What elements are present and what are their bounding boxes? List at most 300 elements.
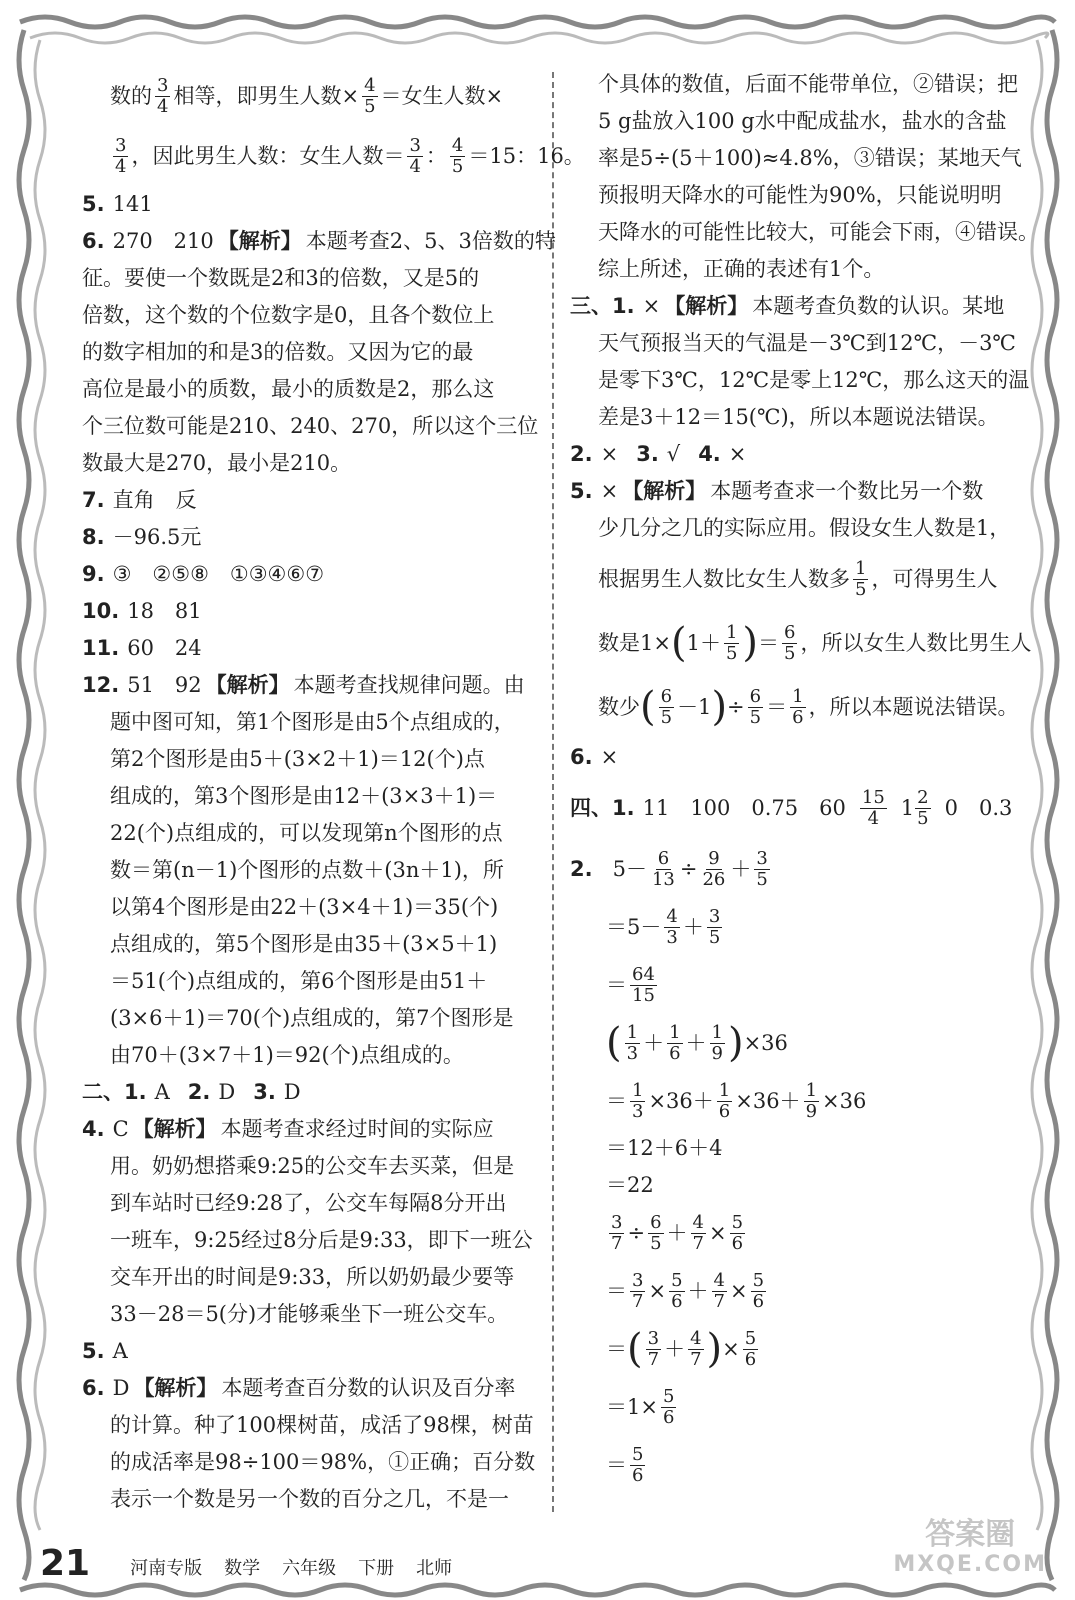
explanation-line (570, 547, 1040, 611)
text: ＝ (606, 1452, 627, 1477)
answer-text: 0 0.3 (944, 795, 1013, 820)
text: ＝ (766, 694, 788, 719)
paren: ) (711, 684, 728, 730)
analysis-tag: 【解析】 (217, 229, 302, 253)
numerator: 4 (692, 1211, 704, 1233)
denominator: 13 (651, 868, 675, 890)
text: 数少 (598, 694, 640, 719)
denominator: 26 (702, 868, 726, 890)
section-4-answer-1 (570, 776, 1040, 840)
denominator: 3 (666, 926, 678, 948)
explanation-line: 表示一个数是另一个数的百分之几，不是一 (110, 1487, 509, 1511)
footer-edition: 北师 (416, 1558, 453, 1579)
answer-text: D (112, 1376, 130, 1400)
numerator: 1 (805, 1079, 818, 1101)
explanation-line: 少几分之几的实际应用。假设女生人数是1， (598, 516, 1011, 540)
border-right (1047, 30, 1057, 1580)
fraction (625, 1023, 640, 1064)
paren: ) (742, 620, 759, 666)
question-number: 4. (82, 1117, 105, 1141)
question-number: 11. (82, 636, 120, 660)
numerator: 64 (632, 963, 655, 985)
denominator: 6 (792, 706, 804, 728)
fraction (648, 1213, 663, 1254)
denominator: 5 (855, 578, 867, 600)
calc-line-7: ＝22 (606, 1173, 654, 1197)
answer-text: × (642, 294, 661, 318)
denominator: 4 (115, 155, 127, 177)
explanation-line: 数＝第(n－1)个图形的点数＋(3n＋1)，所 (110, 858, 504, 882)
explanation-line: 本题考查百分数的认识及百分率 (221, 1376, 516, 1400)
denominator: 5 (756, 868, 768, 890)
explanation-line: 天降水的可能性比较大，可能会下雨，④错误。 (598, 220, 1039, 244)
numerator: 6 (650, 1211, 662, 1233)
page-footer (40, 1540, 474, 1584)
answer-text: A (154, 1080, 170, 1104)
numerator: 3 (157, 74, 169, 96)
footer-volume: 下册 (358, 1558, 395, 1579)
fraction (688, 1329, 703, 1370)
numerator: 5 (662, 1385, 675, 1407)
text: ＝15：16。 (468, 143, 585, 168)
fraction (707, 907, 722, 948)
fraction (748, 687, 763, 728)
numerator: 3 (647, 1327, 660, 1349)
question-number: 12. (82, 673, 120, 697)
question-number: 6. (570, 745, 593, 769)
fraction (407, 136, 422, 177)
analysis-tag: 【解析】 (133, 1376, 218, 1400)
numerator: 5 (752, 1269, 765, 1291)
fraction (630, 1445, 645, 1486)
numerator: 6 (660, 685, 673, 707)
numerator: 4 (666, 905, 678, 927)
watermark-line-2: MXQE.COM (893, 1552, 1047, 1577)
explanation-line: 一班车，9:25经过8分后是9:33，即下一班公 (110, 1228, 533, 1252)
fraction (724, 623, 739, 664)
text: ＝ (606, 972, 627, 997)
explanation-line: 数最大是270，最小是210。 (82, 451, 352, 475)
denominator: 5 (364, 95, 376, 117)
answer-text: 60 24 (127, 636, 202, 660)
text: ，所以女生人数比男生人 (800, 630, 1032, 655)
fraction (362, 76, 377, 117)
operator: ＋ (643, 1030, 665, 1055)
border-top-inner (30, 33, 1048, 43)
fraction (661, 1387, 676, 1428)
explanation-line: 预报明天降水的可能性为90%，只能说明明 (598, 183, 1002, 207)
answer-text: A (112, 1339, 128, 1363)
calc-line-8 (570, 1204, 1040, 1262)
fraction (782, 623, 797, 664)
question-number: 4. (698, 442, 721, 466)
fraction (691, 1213, 706, 1254)
explanation-line: 本题考查找规律问题。由 (293, 673, 525, 697)
answer-text: 18 81 (127, 599, 202, 623)
text: ＝ (758, 630, 780, 655)
explanation-line: 以第4个图形是由22＋(3×4＋1)＝35(个) (110, 895, 499, 919)
explanation-line (570, 675, 1040, 739)
explanation-line: 用。奶奶想搭乘9:25的公交车去买菜，但是 (110, 1154, 515, 1178)
fraction (730, 1213, 745, 1254)
fraction (717, 1081, 732, 1122)
section-2-answers (82, 1074, 537, 1111)
border-left (19, 30, 29, 1580)
text: 1＋ (686, 630, 721, 655)
numerator: 1 (711, 1021, 723, 1043)
text: 相等，即男生人数× (173, 83, 360, 108)
border-left-inner (35, 40, 45, 1530)
numerator: 2 (917, 786, 929, 808)
fraction (664, 907, 679, 948)
explanation-line: 33－28＝5(分)才能够乘坐下一班公交车。 (110, 1302, 509, 1326)
denominator: 6 (744, 1348, 757, 1370)
numerator: 6 (784, 621, 796, 643)
numerator: 5 (671, 1269, 683, 1291)
denominator: 7 (647, 1348, 660, 1370)
numerator: 1 (669, 1021, 681, 1043)
explanation-line: 个三位数可能是210、240、270，所以这个三位 (82, 414, 539, 438)
operator: ＋ (730, 856, 752, 881)
answer-text: × (600, 442, 619, 466)
section-3-answer-1 (570, 288, 1040, 325)
explanation-line: 征。要使一个数既是2和3的倍数，又是5的 (82, 266, 480, 290)
numerator: 1 (792, 685, 804, 707)
question-number: 二、1. (82, 1080, 147, 1104)
explanation-line: ＝51(个)点组成的，第6个图形是由51＋ (110, 969, 488, 993)
explanation-line: 5 g盐放入100 g水中配成盐水，盐水的含盐 (598, 109, 1007, 133)
explanation-line: 倍数，这个数的个位数字是0，且各个数位上 (82, 303, 495, 327)
answer-7 (82, 482, 537, 519)
answer-text: ③ ②⑤⑧ ①③④⑥⑦ (112, 562, 325, 586)
answer-10 (82, 593, 537, 630)
calc-line-10 (570, 1320, 1040, 1378)
numerator: 15 (861, 786, 885, 808)
fraction (743, 1329, 758, 1370)
numerator: 4 (364, 74, 376, 96)
denominator: 6 (662, 1406, 675, 1428)
fraction (450, 136, 465, 177)
denominator: 4 (157, 95, 169, 117)
text: ＝ (606, 1278, 627, 1303)
footer-grade: 六年级 (282, 1558, 337, 1579)
denominator: 6 (671, 1290, 683, 1312)
denominator: 5 (749, 706, 762, 728)
text: 数是1× (598, 630, 671, 655)
explanation-line: 到车站时已经9:28了，公交车每隔8分开出 (110, 1191, 507, 1215)
section-3-answer-6 (570, 739, 1040, 776)
numerator: 1 (626, 1021, 639, 1043)
operator: ＋ (682, 914, 704, 939)
fraction (630, 965, 657, 1006)
question-number: 三、1. (570, 294, 635, 318)
text: 数的 (110, 83, 152, 108)
denominator: 5 (725, 642, 738, 664)
denominator: 3 (632, 1100, 644, 1122)
calc-line-2 (570, 898, 1040, 956)
answer-11 (82, 630, 537, 667)
denominator: 9 (711, 1042, 723, 1064)
explanation-line: 由70＋(3×7＋1)＝92(个)点组成的。 (110, 1043, 464, 1067)
answer-text: D (283, 1080, 301, 1104)
numerator: 5 (731, 1211, 744, 1233)
calc-line-1 (570, 840, 1040, 898)
explanation-line: 综上所述，正确的表述有1个。 (598, 257, 885, 281)
denominator: 5 (451, 155, 464, 177)
operator: × (648, 1278, 667, 1303)
text: ＝女生人数× (380, 83, 504, 108)
question-number: 7. (82, 488, 105, 512)
calc-line-12 (570, 1436, 1040, 1494)
fraction (155, 76, 170, 117)
question-number: 四、1. (570, 795, 635, 820)
fraction (754, 849, 769, 890)
fraction (790, 687, 805, 728)
text: ×36＋ (648, 1088, 714, 1113)
text: ＝5－ (606, 914, 662, 939)
answer-12 (82, 667, 537, 704)
explanation-line (570, 611, 1040, 675)
fraction (860, 788, 887, 829)
answer-text: 11 100 0.75 60 (642, 795, 846, 820)
calc-line-9 (570, 1262, 1040, 1320)
answer-text: C (112, 1117, 129, 1141)
numerator: 3 (632, 1269, 644, 1291)
question-number: 3. (253, 1080, 276, 1104)
footer-region: 河南专版 (130, 1558, 203, 1579)
explanation-line: 交车开出的时间是9:33，所以奶奶最少要等 (110, 1265, 515, 1289)
fraction (751, 1271, 766, 1312)
text: ，因此男生人数：女生人数＝ (131, 143, 405, 168)
fraction (630, 1081, 645, 1122)
answer-text: －96.5元 (112, 525, 202, 549)
answer-9 (82, 556, 537, 593)
numerator: 4 (690, 1327, 702, 1349)
border-top (20, 17, 1055, 27)
question-number: 2. (570, 442, 593, 466)
denominator: 3 (626, 1042, 639, 1064)
denominator: 5 (708, 926, 721, 948)
text: ，可得男生人 (871, 566, 998, 591)
explanation-line: 22(个)点组成的，可以发现第n个图形的点 (110, 821, 503, 845)
operator: ÷ (679, 856, 698, 881)
denominator: 7 (713, 1290, 725, 1312)
answer-text: × (600, 745, 619, 769)
question-number: 3. (636, 442, 659, 466)
numerator: 3 (756, 847, 768, 869)
fraction (710, 1023, 725, 1064)
denominator: 6 (669, 1042, 681, 1064)
explanation-line: 的成活率是98÷100＝98%，①正确；百分数 (110, 1450, 536, 1474)
numerator: 1 (718, 1079, 731, 1101)
numerator: 3 (611, 1211, 623, 1233)
question-number: 6. (82, 1376, 105, 1400)
operator: ＋ (685, 1030, 707, 1055)
section-3-answers-2-4 (570, 436, 1040, 473)
fraction (630, 1271, 645, 1312)
text: ＝ (606, 1088, 627, 1113)
denominator: 7 (611, 1232, 623, 1254)
text: 5－ (612, 856, 647, 881)
question-number: 10. (82, 599, 120, 623)
answer-text: × (600, 479, 619, 503)
calc-line-5 (570, 1072, 1040, 1130)
q4-line-2 (82, 126, 585, 186)
paren: ) (706, 1326, 723, 1372)
explanation-line: (3×6＋1)＝70(个)点组成的，第7个图形是 (110, 1006, 514, 1030)
denominator: 5 (917, 807, 929, 829)
right-column (570, 66, 1040, 1494)
question-number: 5. (570, 479, 593, 503)
operator: ＋ (666, 1220, 688, 1245)
numerator: 1 (855, 557, 867, 579)
paren: ( (606, 1020, 622, 1066)
denominator: 6 (632, 1464, 644, 1486)
analysis-tag: 【解析】 (132, 1117, 217, 1141)
section-2-answer-5 (82, 1333, 537, 1370)
text: ，所以本题说法错误。 (808, 694, 1019, 719)
explanation-line: 个具体的数值，后面不能带单位，②错误；把 (598, 72, 1018, 96)
numerator: 3 (708, 905, 721, 927)
numerator: 5 (632, 1443, 644, 1465)
answer-text: 1 (900, 795, 915, 820)
operator: ÷ (627, 1220, 646, 1245)
explanation-line: 点组成的，第5个图形是由35＋(3×5＋1) (110, 932, 498, 956)
analysis-tag: 【解析】 (664, 294, 749, 318)
denominator: 4 (409, 155, 421, 177)
denominator: 5 (784, 642, 796, 664)
page-number: 21 (40, 1543, 91, 1584)
explanation-line: 组成的，第3个图形是由12＋(3×3＋1)＝ (110, 784, 498, 808)
denominator: 6 (752, 1290, 765, 1312)
denominator: 7 (690, 1348, 702, 1370)
explanation-line: 天气预报当天的气温是－3℃到12℃，－3℃ (598, 331, 1016, 355)
numerator: 1 (632, 1079, 644, 1101)
calc-line-11 (570, 1378, 1040, 1436)
explanation-line: 第2个图形是由5＋(3×2＋1)＝12(个)点 (110, 747, 485, 771)
analysis-tag: 【解析】 (622, 479, 707, 503)
paren: ( (627, 1326, 643, 1372)
paren: ( (670, 620, 687, 666)
numerator: 5 (744, 1327, 757, 1349)
answer-5 (82, 186, 537, 223)
explanation-line: 率是5÷(5＋100)≈4.8%，③错误；某地天气 (598, 146, 1022, 170)
answer-text: 141 (112, 192, 153, 216)
q4-line-1 (82, 66, 537, 126)
numerator: 4 (713, 1269, 725, 1291)
question-number: 2. (187, 1080, 211, 1104)
denominator: 4 (867, 807, 880, 829)
denominator: 7 (632, 1290, 644, 1312)
denominator: 15 (632, 984, 655, 1006)
explanation-line: 本题考查2、5、3倍数的特 (305, 229, 556, 253)
answer-6 (82, 223, 556, 260)
operator: × (729, 1278, 748, 1303)
numerator: 6 (749, 685, 762, 707)
explanation-line: 题中图可知，第1个图形是由5个点组成的， (110, 710, 515, 734)
fraction (700, 849, 727, 890)
explanation-line: 的计算。种了100棵树苗，成活了98棵，树苗 (110, 1413, 534, 1437)
question-number: 2. (570, 856, 593, 881)
section-2-answer-4 (82, 1111, 537, 1148)
text: ＝1× (606, 1394, 658, 1419)
denominator: 9 (805, 1100, 818, 1122)
explanation-line: 是零下3℃，12℃是零上12℃，那么这天的温 (598, 368, 1030, 392)
explanation-line: 差是3＋12＝15(℃)，所以本题说法错误。 (598, 405, 999, 429)
operator: × (722, 1336, 740, 1361)
numerator: 1 (725, 621, 738, 643)
column-divider (552, 72, 554, 1512)
text: 根据男生人数比女生人数多 (598, 566, 850, 591)
fraction (113, 136, 128, 177)
explanation-line: 本题考查求一个数比另一个数 (710, 479, 984, 503)
text: ： (425, 143, 447, 168)
answer-text: √ (666, 442, 681, 466)
denominator: 7 (692, 1232, 704, 1254)
footer-subject: 数学 (224, 1558, 261, 1579)
numerator: 6 (657, 847, 670, 869)
text: ×36 (743, 1030, 788, 1055)
left-column (82, 66, 585, 1518)
question-number: 5. (82, 1339, 105, 1363)
question-number: 9. (82, 562, 105, 586)
text: ＝ (606, 1336, 627, 1361)
calc-line-6: ＝12＋6＋4 (606, 1136, 723, 1160)
text: ×36＋ (735, 1088, 801, 1113)
paren: ) (727, 1020, 744, 1066)
operator: ＋ (664, 1336, 686, 1361)
fraction (609, 1213, 624, 1254)
numerator: 9 (708, 847, 720, 869)
question-number: 6. (82, 229, 105, 253)
answer-text: × (728, 442, 747, 466)
fraction (646, 1329, 661, 1370)
section-3-answer-5 (570, 473, 1040, 510)
denominator: 6 (731, 1232, 744, 1254)
answer-text: 270 210 (112, 229, 214, 253)
operator: ＋ (687, 1278, 709, 1303)
answer-text: 51 92 (127, 673, 202, 697)
fraction (669, 1271, 684, 1312)
fraction (650, 849, 677, 890)
fraction (667, 1023, 682, 1064)
answer-text: D (218, 1080, 236, 1104)
numerator: 4 (451, 134, 464, 156)
fraction (659, 687, 674, 728)
explanation-line: 本题考查负数的认识。某地 (752, 294, 1005, 318)
watermark-logo (893, 1517, 1047, 1580)
border-bottom (20, 1585, 1055, 1595)
fraction (915, 788, 930, 829)
section-2-answer-6 (82, 1370, 537, 1407)
numerator: 3 (115, 134, 127, 156)
fraction (853, 559, 868, 600)
answer-8 (82, 519, 537, 556)
denominator: 5 (660, 706, 673, 728)
numerator: 3 (409, 134, 421, 156)
operator: × (708, 1220, 727, 1245)
explanation-line: 的数字相加的和是3的倍数。又因为它的最 (82, 340, 474, 364)
question-number: 5. (82, 192, 105, 216)
calc-line-4 (570, 1014, 1040, 1072)
analysis-tag: 【解析】 (205, 673, 290, 697)
denominator: 6 (718, 1100, 731, 1122)
watermark-line-1: 答案圈 (925, 1517, 1016, 1552)
calc-line-3 (570, 956, 1040, 1014)
explanation-line: 本题考查求经过时间的实际应 (220, 1117, 494, 1141)
fraction (804, 1081, 819, 1122)
explanation-line: 高位是最小的质数，最小的质数是2，那么这 (82, 377, 495, 401)
